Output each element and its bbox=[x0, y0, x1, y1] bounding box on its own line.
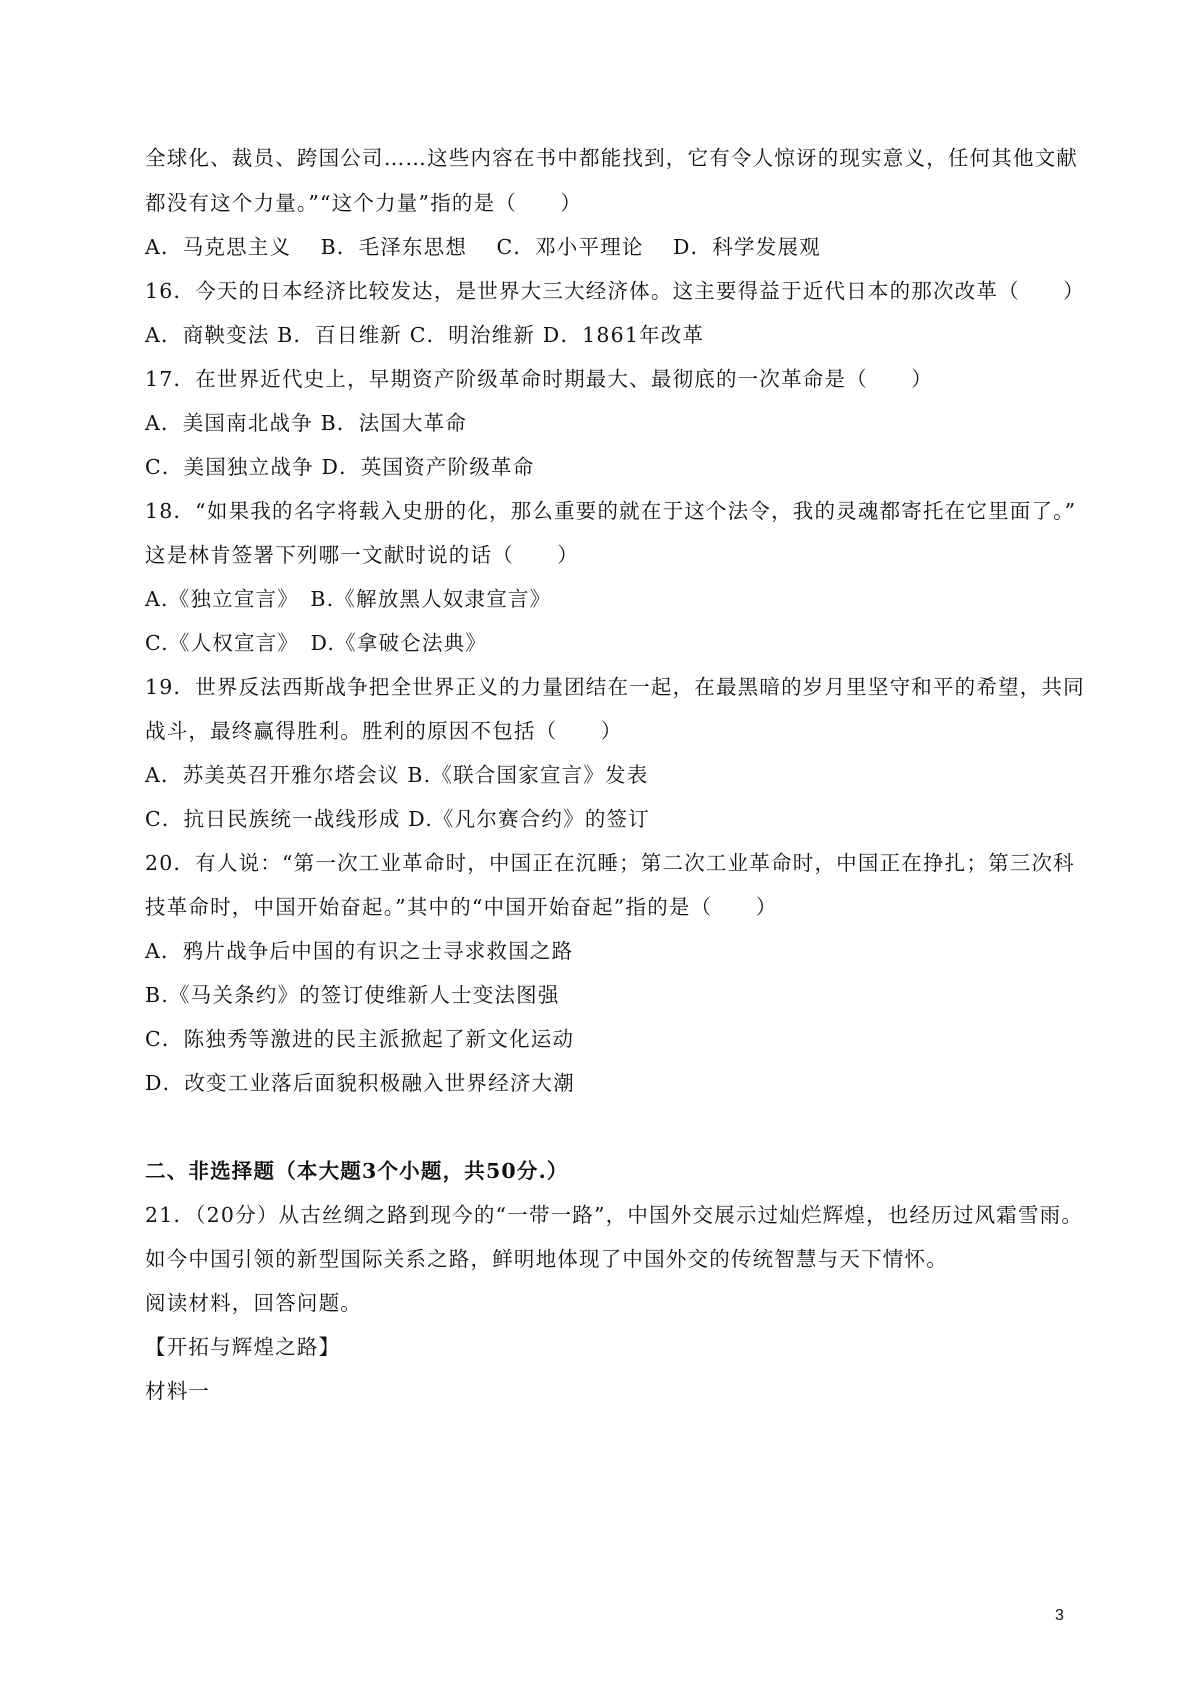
option-line: A．鸦片战争后中国的有识之士寻求救国之路 bbox=[145, 939, 574, 963]
text-line: 如今中国引领的新型国际关系之路，鲜明地体现了中国外交的传统智慧与天下情怀。 bbox=[145, 1247, 948, 1271]
question-17: 17．在世界近代史上，早期资产阶级革命时期最大、最彻底的一次革命是（ ） bbox=[145, 367, 933, 391]
section-heading: 二、非选择题（本大题3个小题，共50分.） bbox=[145, 1159, 569, 1183]
option-line: A．苏美英召开雅尔塔会议 B.《联合国家宣言》发表 bbox=[145, 763, 649, 787]
option-line: A.《独立宣言》 B.《解放黑人奴隶宣言》 bbox=[145, 587, 552, 611]
question-21: 21．（20分）从古丝绸之路到现今的“一带一路”，中国外交展示过灿烂辉煌，也经历过风霜雪雨。 bbox=[145, 1203, 1084, 1227]
material-label: 材料一 bbox=[145, 1379, 211, 1403]
question-20: 20．有人说：“第一次工业革命时，中国正在沉睡；第二次工业革命时，中国正在挣扎；第三次科 bbox=[145, 851, 1075, 875]
question-18: 18．“如果我的名字将载入史册的化，那么重要的就在于这个法令，我的灵魂都寄托在它里面了。” bbox=[145, 499, 1077, 523]
option-line: C.《人权宣言》 D.《拿破仑法典》 bbox=[145, 631, 488, 655]
option-line: A．马克思主义 B．毛泽东思想 C．邓小平理论 D．科学发展观 bbox=[145, 235, 821, 259]
text-line: 都没有这个力量。”“这个力量”指的是（ ） bbox=[145, 191, 583, 215]
text-line: 技革命时，中国开始奋起。”其中的“中国开始奋起”指的是（ ） bbox=[145, 895, 778, 919]
option-line: C．美国独立战争 D．英国资产阶级革命 bbox=[145, 455, 535, 479]
option-line: A．商鞅变法 B．百日维新 C．明治维新 D．1861年改革 bbox=[145, 323, 705, 347]
question-16: 16．今天的日本经济比较发达，是世界大三大经济体。这主要得益于近代日本的那次改革（ ） bbox=[145, 279, 1085, 303]
option-line: C．抗日民族统一战线形成 D.《凡尔赛合约》的签订 bbox=[145, 807, 650, 831]
text-line: 阅读材料，回答问题。 bbox=[145, 1291, 362, 1315]
text-line: 这是林肯签署下列哪一文献时说的话（ ） bbox=[145, 543, 579, 567]
option-line: D．改变工业落后面貌积极融入世界经济大潮 bbox=[145, 1071, 575, 1095]
text-line: 全球化、裁员、跨国公司……这些内容在书中都能找到，它有令人惊讶的现实意义，任何其他文献 bbox=[145, 146, 1079, 170]
option-line: A．美国南北战争 B．法国大革命 bbox=[145, 411, 468, 435]
option-line: B.《马关条约》的签订使维新人士变法图强 bbox=[145, 983, 560, 1007]
page-number: 3 bbox=[1055, 1607, 1064, 1624]
option-line: C．陈独秀等激进的民主派掀起了新文化运动 bbox=[145, 1027, 575, 1051]
text-line: 战斗，最终赢得胜利。胜利的原因不包括（ ） bbox=[145, 719, 623, 743]
question-19: 19．世界反法西斯战争把全世界正义的力量团结在一起，在最黑暗的岁月里坚守和平的希望，共同 bbox=[145, 675, 1085, 699]
subsection-title: 【开拓与辉煌之路】 bbox=[145, 1335, 341, 1359]
